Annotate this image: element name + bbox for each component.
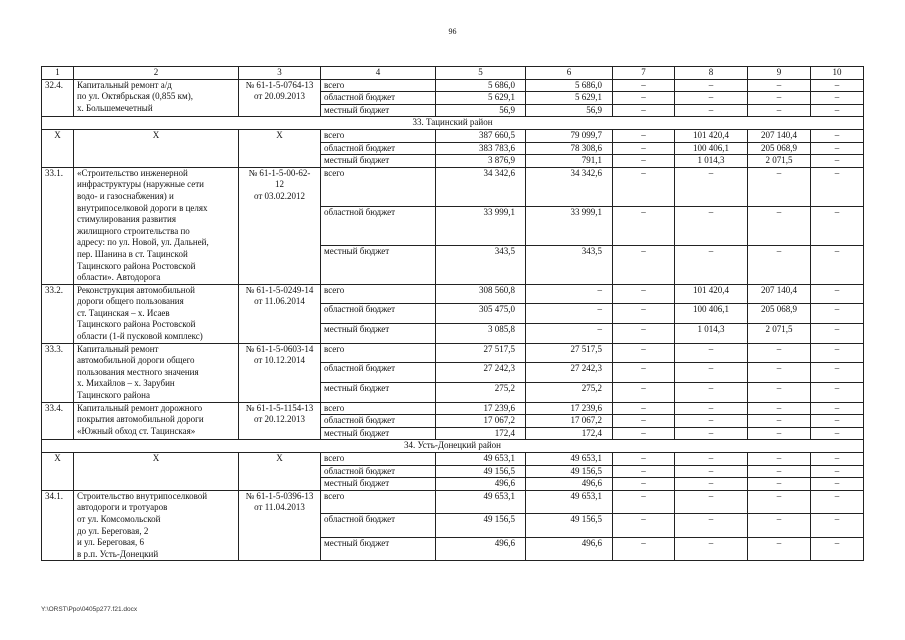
cell-line: от 10.12.2014 xyxy=(253,355,306,366)
cell-line: водо- и газоснабжения) и xyxy=(77,190,174,201)
value-cell: – xyxy=(811,304,864,324)
value-cell: – xyxy=(811,514,864,538)
section-title: 34. Усть-Донецкий район xyxy=(42,440,864,453)
value-cell: – xyxy=(675,415,748,428)
amount-cell: 308 560,8 xyxy=(436,284,526,304)
amount-cell: – xyxy=(526,324,613,344)
multiline-cell xyxy=(74,343,239,402)
value-cell: 100 406,1 xyxy=(675,142,748,155)
cell-line: № 61-1-5-0603-14 xyxy=(245,343,314,354)
value-cell: – xyxy=(811,453,864,466)
amount-cell: 496,6 xyxy=(526,537,613,561)
value-cell: – xyxy=(748,453,811,466)
amount-cell: 343,5 xyxy=(526,245,613,284)
value-cell: – xyxy=(675,514,748,538)
value-cell: – xyxy=(675,79,748,92)
value-cell: 205 068,9 xyxy=(748,304,811,324)
value-cell: 1 014,3 xyxy=(675,155,748,168)
cell-line: дороги общего пользования xyxy=(77,296,184,307)
value-cell: 207 140,4 xyxy=(748,284,811,304)
item-number: 33.4. xyxy=(42,402,74,440)
funding-source: областной бюджет xyxy=(321,465,436,478)
cell-line: ст. Тацинская – х. Исаев xyxy=(77,307,170,318)
value-cell: – xyxy=(613,206,675,245)
funding-source: областной бюджет xyxy=(321,514,436,538)
value-cell: – xyxy=(675,478,748,491)
amount-cell: 5 686,0 xyxy=(436,79,526,92)
value-cell: – xyxy=(675,343,748,363)
multiline-cell xyxy=(239,490,321,561)
funding-source: всего xyxy=(321,453,436,466)
value-cell: 100 406,1 xyxy=(675,304,748,324)
cell-line: покрытия автомобильной дороги xyxy=(77,414,204,425)
multiline-cell xyxy=(74,490,239,561)
cell-line: Капитальный ремонт а/д xyxy=(77,79,172,90)
value-cell: – xyxy=(748,92,811,105)
value-cell: – xyxy=(748,514,811,538)
value-cell: – xyxy=(811,324,864,344)
item-number: 33.1. xyxy=(42,167,74,284)
value-cell: – xyxy=(675,167,748,206)
amount-cell: 17 067,2 xyxy=(436,415,526,428)
cell-line: х. Большемечетный xyxy=(77,102,153,113)
cell-line: жилищного строительства по xyxy=(77,225,190,236)
value-cell: – xyxy=(613,92,675,105)
amount-cell: 49 156,5 xyxy=(436,514,526,538)
cell-line: Тацинского района Ростовской xyxy=(77,260,196,271)
cell-line: пользования местного значения xyxy=(77,366,199,377)
funding-source: областной бюджет xyxy=(321,206,436,245)
amount-cell: 387 660,5 xyxy=(436,129,526,142)
value-cell: – xyxy=(748,465,811,478)
value-cell: – xyxy=(613,142,675,155)
amount-cell: 33 999,1 xyxy=(436,206,526,245)
section-row xyxy=(42,117,864,130)
value-cell: – xyxy=(613,537,675,561)
multiline-cell xyxy=(74,284,239,343)
funding-source: местный бюджет xyxy=(321,382,436,402)
value-cell: – xyxy=(613,382,675,402)
cell-line: от 20.09.2013 xyxy=(253,91,306,102)
item-number: 33.2. xyxy=(42,284,74,343)
cell-line: № 61-1-5-1154-13 xyxy=(245,402,314,413)
amount-cell: 49 156,5 xyxy=(526,465,613,478)
value-cell: – xyxy=(675,206,748,245)
cell-line: № 61-1-5-0249-14 xyxy=(245,284,314,295)
value-cell: – xyxy=(748,245,811,284)
col-header: 7 xyxy=(613,67,675,80)
cell-line: пер. Шанина в ст. Тацинской xyxy=(77,248,188,259)
value-cell: – xyxy=(613,304,675,324)
value-cell: – xyxy=(675,453,748,466)
amount-cell: 49 653,1 xyxy=(526,453,613,466)
funding-source: местный бюджет xyxy=(321,478,436,491)
amount-cell: 3 876,9 xyxy=(436,155,526,168)
funding-source: местный бюджет xyxy=(321,104,436,117)
cell-line: Капитальный ремонт xyxy=(77,343,159,354)
funding-source: всего xyxy=(321,284,436,304)
amount-cell: – xyxy=(526,284,613,304)
multiline-cell xyxy=(239,402,321,440)
total-row xyxy=(42,129,864,142)
amount-cell: 17 239,6 xyxy=(526,402,613,415)
amount-cell: 27 517,5 xyxy=(436,343,526,363)
cell-line: 12 xyxy=(275,179,284,190)
amount-cell: 27 242,3 xyxy=(436,363,526,383)
investment-table xyxy=(41,66,864,561)
amount-cell: 49 156,5 xyxy=(526,514,613,538)
funding-source: областной бюджет xyxy=(321,304,436,324)
multiline-cell xyxy=(239,343,321,402)
value-cell: – xyxy=(613,363,675,383)
section-title: 33. Тацинский район xyxy=(42,117,864,130)
column-numbers-row xyxy=(42,67,864,80)
col-header: 10 xyxy=(811,67,864,80)
value-cell: – xyxy=(748,415,811,428)
cell-line: от 20.12.2013 xyxy=(253,414,306,425)
cell-line: Тацинского района Ростовской xyxy=(77,319,196,330)
value-cell: – xyxy=(675,537,748,561)
amount-cell: 56,9 xyxy=(436,104,526,117)
total-marker: Х xyxy=(42,453,74,491)
item-number: 34.1. xyxy=(42,490,74,561)
value-cell: – xyxy=(811,363,864,383)
amount-cell: 383 783,6 xyxy=(436,142,526,155)
value-cell: – xyxy=(748,206,811,245)
total-marker: Х xyxy=(42,129,74,167)
value-cell: – xyxy=(748,382,811,402)
value-cell: – xyxy=(748,363,811,383)
value-cell: – xyxy=(811,79,864,92)
table-row xyxy=(42,79,864,92)
item-number: 32.4. xyxy=(42,79,74,117)
value-cell: – xyxy=(613,402,675,415)
amount-cell: 17 239,6 xyxy=(436,402,526,415)
cell-line: Тацинского района xyxy=(77,390,150,401)
col-header: 8 xyxy=(675,67,748,80)
funding-source: всего xyxy=(321,490,436,514)
amount-cell: 305 475,0 xyxy=(436,304,526,324)
amount-cell: 343,5 xyxy=(436,245,526,284)
cell-line: и ул. Береговая, 6 xyxy=(77,537,145,548)
value-cell: – xyxy=(675,92,748,105)
cell-line: Строительство внутрипоселковой xyxy=(77,490,208,501)
file-path-footer: Y:\ORST\Ppo\0405p277.f21.docx xyxy=(41,606,138,613)
total-row xyxy=(42,453,864,466)
value-cell: – xyxy=(811,427,864,440)
funding-source: всего xyxy=(321,167,436,206)
value-cell: – xyxy=(613,245,675,284)
table-row xyxy=(42,490,864,514)
col-header: 6 xyxy=(526,67,613,80)
value-cell: – xyxy=(811,465,864,478)
value-cell: 205 068,9 xyxy=(748,142,811,155)
funding-source: областной бюджет xyxy=(321,92,436,105)
cell-line: по ул. Октябрьская (0,855 км), xyxy=(77,91,193,102)
col-header: 2 xyxy=(74,67,239,80)
value-cell: – xyxy=(811,343,864,363)
value-cell: 101 420,4 xyxy=(675,284,748,304)
amount-cell: 275,2 xyxy=(526,382,613,402)
amount-cell: 49 156,5 xyxy=(436,465,526,478)
cell-line: х. Михайлов – х. Зарубин xyxy=(77,378,175,389)
value-cell: – xyxy=(748,402,811,415)
cell-line: № 61-1-5-0396-13 xyxy=(245,490,314,501)
value-cell: – xyxy=(811,104,864,117)
cell-line: до ул. Береговая, 2 xyxy=(77,525,149,536)
value-cell: 1 014,3 xyxy=(675,324,748,344)
cell-line: области (1-й пусковой комплекс) xyxy=(77,331,203,342)
funding-source: местный бюджет xyxy=(321,155,436,168)
amount-cell: 34 342,6 xyxy=(436,167,526,206)
amount-cell: 496,6 xyxy=(436,478,526,491)
amount-cell: 34 342,6 xyxy=(526,167,613,206)
multiline-cell xyxy=(74,167,239,284)
value-cell: – xyxy=(811,206,864,245)
funding-source: всего xyxy=(321,402,436,415)
table-row xyxy=(42,284,864,304)
cell-line: Капитальный ремонт дорожного xyxy=(77,402,203,413)
funding-source: местный бюджет xyxy=(321,427,436,440)
value-cell: – xyxy=(675,427,748,440)
total-marker: Х xyxy=(239,453,321,491)
value-cell: – xyxy=(748,537,811,561)
value-cell: – xyxy=(613,129,675,142)
value-cell: – xyxy=(613,415,675,428)
value-cell: – xyxy=(748,79,811,92)
value-cell: – xyxy=(613,453,675,466)
cell-line: области». Автодорога xyxy=(77,272,161,283)
value-cell: – xyxy=(675,465,748,478)
cell-line: «Южный обход ст. Тацинская» xyxy=(77,425,196,436)
value-cell: – xyxy=(811,129,864,142)
cell-line: от 11.06.2014 xyxy=(254,296,305,307)
amount-cell: 49 653,1 xyxy=(436,453,526,466)
value-cell: 2 071,5 xyxy=(748,155,811,168)
cell-line: Реконструкция автомобильной xyxy=(77,284,195,295)
value-cell: – xyxy=(675,363,748,383)
value-cell: – xyxy=(811,415,864,428)
value-cell: – xyxy=(613,514,675,538)
amount-cell: 172,4 xyxy=(526,427,613,440)
amount-cell: 275,2 xyxy=(436,382,526,402)
value-cell: – xyxy=(748,343,811,363)
cell-line: автомобильной дороги общего xyxy=(77,355,195,366)
amount-cell: 791,1 xyxy=(526,155,613,168)
value-cell: – xyxy=(613,167,675,206)
cell-line: № 61-1-5-0764-13 xyxy=(245,79,314,90)
amount-cell: 3 085,8 xyxy=(436,324,526,344)
funding-source: областной бюджет xyxy=(321,415,436,428)
value-cell: – xyxy=(675,104,748,117)
value-cell: – xyxy=(748,478,811,491)
cell-line: от 03.02.2012 xyxy=(253,190,306,201)
amount-cell: 56,9 xyxy=(526,104,613,117)
total-marker: Х xyxy=(239,129,321,167)
funding-source: местный бюджет xyxy=(321,537,436,561)
amount-cell: 5 686,0 xyxy=(526,79,613,92)
value-cell: 207 140,4 xyxy=(748,129,811,142)
value-cell: – xyxy=(748,490,811,514)
table-row xyxy=(42,343,864,363)
col-header: 3 xyxy=(239,67,321,80)
value-cell: – xyxy=(811,245,864,284)
amount-cell: 49 653,1 xyxy=(436,490,526,514)
value-cell: – xyxy=(748,104,811,117)
value-cell: – xyxy=(613,343,675,363)
value-cell: – xyxy=(613,284,675,304)
value-cell: – xyxy=(811,537,864,561)
amount-cell: 17 067,2 xyxy=(526,415,613,428)
cell-line: от ул. Комсомольской xyxy=(77,513,161,524)
value-cell: 101 420,4 xyxy=(675,129,748,142)
value-cell: – xyxy=(613,104,675,117)
value-cell: – xyxy=(748,167,811,206)
value-cell: – xyxy=(811,155,864,168)
value-cell: 2 071,5 xyxy=(748,324,811,344)
value-cell: – xyxy=(811,382,864,402)
item-number: 33.3. xyxy=(42,343,74,402)
value-cell: – xyxy=(613,155,675,168)
value-cell: – xyxy=(675,382,748,402)
amount-cell: 27 517,5 xyxy=(526,343,613,363)
funding-source: областной бюджет xyxy=(321,142,436,155)
value-cell: – xyxy=(811,478,864,491)
multiline-cell xyxy=(239,284,321,343)
amount-cell: 5 629,1 xyxy=(436,92,526,105)
col-header: 4 xyxy=(321,67,436,80)
multiline-cell xyxy=(239,79,321,117)
value-cell: – xyxy=(613,427,675,440)
cell-line: в р.п. Усть-Донецкий xyxy=(77,548,159,559)
amount-cell: 49 653,1 xyxy=(526,490,613,514)
value-cell: – xyxy=(811,490,864,514)
value-cell: – xyxy=(811,402,864,415)
cell-line: внутрипоселковой дороги в целях xyxy=(77,202,208,213)
cell-line: адресу: по ул. Новой, ул. Дальней, xyxy=(77,237,209,248)
amount-cell: 27 242,3 xyxy=(526,363,613,383)
amount-cell: 496,6 xyxy=(436,537,526,561)
value-cell: – xyxy=(613,324,675,344)
funding-source: местный бюджет xyxy=(321,324,436,344)
value-cell: – xyxy=(675,402,748,415)
amount-cell: 33 999,1 xyxy=(526,206,613,245)
cell-line: стимулирования развития xyxy=(77,214,177,225)
value-cell: – xyxy=(811,284,864,304)
col-header: 5 xyxy=(436,67,526,80)
total-marker: Х xyxy=(74,129,239,167)
amount-cell: 5 629,1 xyxy=(526,92,613,105)
total-marker: Х xyxy=(74,453,239,491)
col-header: 1 xyxy=(42,67,74,80)
amount-cell: 78 308,6 xyxy=(526,142,613,155)
funding-source: всего xyxy=(321,343,436,363)
amount-cell: – xyxy=(526,304,613,324)
funding-source: всего xyxy=(321,129,436,142)
amount-cell: 79 099,7 xyxy=(526,129,613,142)
multiline-cell xyxy=(74,402,239,440)
value-cell: – xyxy=(811,92,864,105)
funding-source: всего xyxy=(321,79,436,92)
page-number: 96 xyxy=(448,27,457,36)
value-cell: – xyxy=(748,427,811,440)
value-cell: – xyxy=(811,142,864,155)
multiline-cell xyxy=(74,79,239,117)
amount-cell: 496,6 xyxy=(526,478,613,491)
cell-line: инфраструктуры (наружные сети xyxy=(77,179,204,190)
col-header: 9 xyxy=(748,67,811,80)
cell-line: «Строительство инженерной xyxy=(77,167,188,178)
value-cell: – xyxy=(811,167,864,206)
cell-line: от 11.04.2013 xyxy=(254,502,305,513)
table-row xyxy=(42,402,864,415)
table-row xyxy=(42,167,864,206)
value-cell: – xyxy=(675,245,748,284)
table-body xyxy=(42,67,864,561)
cell-line: автодороги и тротуаров xyxy=(77,502,168,513)
value-cell: – xyxy=(613,465,675,478)
value-cell: – xyxy=(613,490,675,514)
amount-cell: 172,4 xyxy=(436,427,526,440)
value-cell: – xyxy=(613,79,675,92)
multiline-cell xyxy=(239,167,321,284)
funding-source: местный бюджет xyxy=(321,245,436,284)
funding-source: областной бюджет xyxy=(321,363,436,383)
value-cell: – xyxy=(675,490,748,514)
cell-line: № 61-1-5-00-62- xyxy=(248,167,311,178)
value-cell: – xyxy=(613,478,675,491)
section-row xyxy=(42,440,864,453)
